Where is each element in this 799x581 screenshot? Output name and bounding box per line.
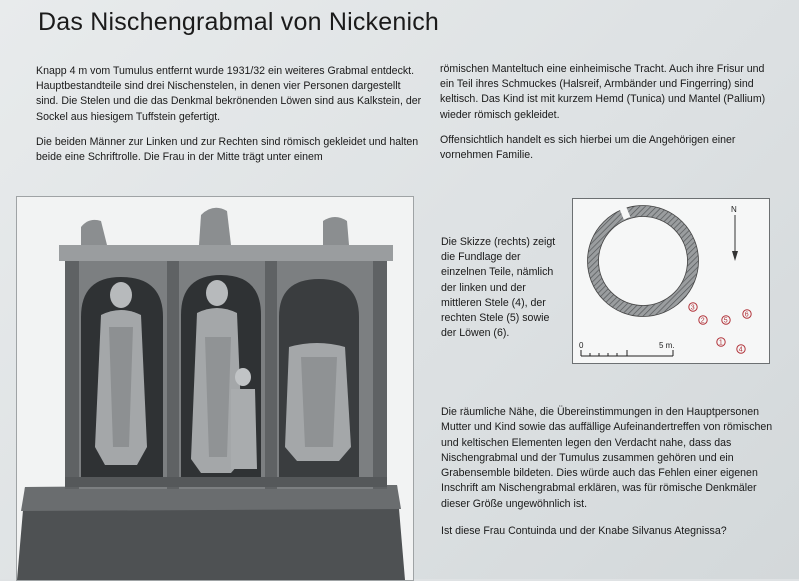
monument-photo — [16, 196, 414, 581]
marker-3 — [689, 303, 697, 312]
marker-2 — [699, 316, 707, 325]
north-arrow-icon — [731, 205, 738, 261]
paragraph: Knapp 4 m vom Tumulus entfernt wurde 1931/32 ein weiteres Grabmal entdeckt. Hauptbestandteile sind drei Nischenstelen, in denen vier Personen dargestellt sind. Die Stelen und die das Denkmal bekrönenden Löwen sind aus Kalkstein, der Sockel aus hiesigem Tuffstein gefertigt. — [36, 65, 422, 123]
paragraph: römischen Manteltuch eine einheimische Tracht. Auch ihre Frisur und ein Teil ihres Schmuckes (Halsreif, Armbänder und Fingerring) sind keltisch. Das Kind ist mit kurzem Hemd (Tunica) und Mantel (Pallium) wieder römisch gekleidet. — [440, 63, 766, 121]
page-title: Das Nischengrabmal von Nickenich — [38, 8, 440, 36]
site-sketch — [572, 198, 770, 364]
north-label: N — [731, 205, 737, 214]
bottom-text-column — [441, 405, 781, 551]
svg-text:6: 6 — [744, 311, 749, 319]
tumulus-ring — [593, 211, 693, 311]
svg-text:4: 4 — [738, 346, 743, 354]
marker-4 — [737, 345, 745, 354]
marker-6 — [743, 310, 751, 319]
marker-5 — [722, 316, 730, 325]
marker-1 — [717, 338, 725, 347]
scale-start-label: 0 — [579, 341, 584, 350]
paragraph: Die räumliche Nähe, die Übereinstimmungen in den Hauptpersonen Mutter und Kind sowie das auffällige Aufeinandertreffen von römischen und keltischen Elementen legen den Verdacht nahe, dass das Nischengrabmal und der Tumulus zusammen gehören und ein Grabensemble bildeten. Dies würde auch das Fehlen einer eigenen Inschrift am Nischengrabmal erklären, was für römische Denkmäler dieser Größe ungewöhnlich ist. — [441, 406, 773, 510]
right-text-column — [440, 62, 770, 173]
scale-bar — [579, 341, 675, 356]
svg-text:5: 5 — [723, 317, 728, 325]
paragraph: Ist diese Frau Contuinda und der Knabe Silvanus Ategnissa? — [441, 525, 727, 538]
svg-text:3: 3 — [690, 304, 695, 312]
svg-text:1: 1 — [718, 339, 723, 347]
monument-illustration — [17, 197, 413, 580]
site-plan-diagram — [573, 199, 769, 363]
paragraph: Die beiden Männer zur Linken und zur Rechten sind römisch gekleidet und halten beide eine Schriftrolle. Die Frau in der Mitte trägt unter einem — [36, 135, 419, 164]
svg-text:2: 2 — [700, 317, 705, 325]
scale-end-label: 5 m. — [659, 341, 675, 350]
left-text-column — [36, 64, 422, 175]
paragraph: Offensichtlich handelt es sich hierbei um die Angehörigen einer vornehmen Familie. — [440, 133, 736, 162]
sketch-caption: Die Skizze (rechts) zeigt die Fundlage der einzelnen Teile, nämlich der linken und der mittleren Stele (4), der rechten Stele (5) sowie der Löwen (6). — [441, 236, 556, 340]
